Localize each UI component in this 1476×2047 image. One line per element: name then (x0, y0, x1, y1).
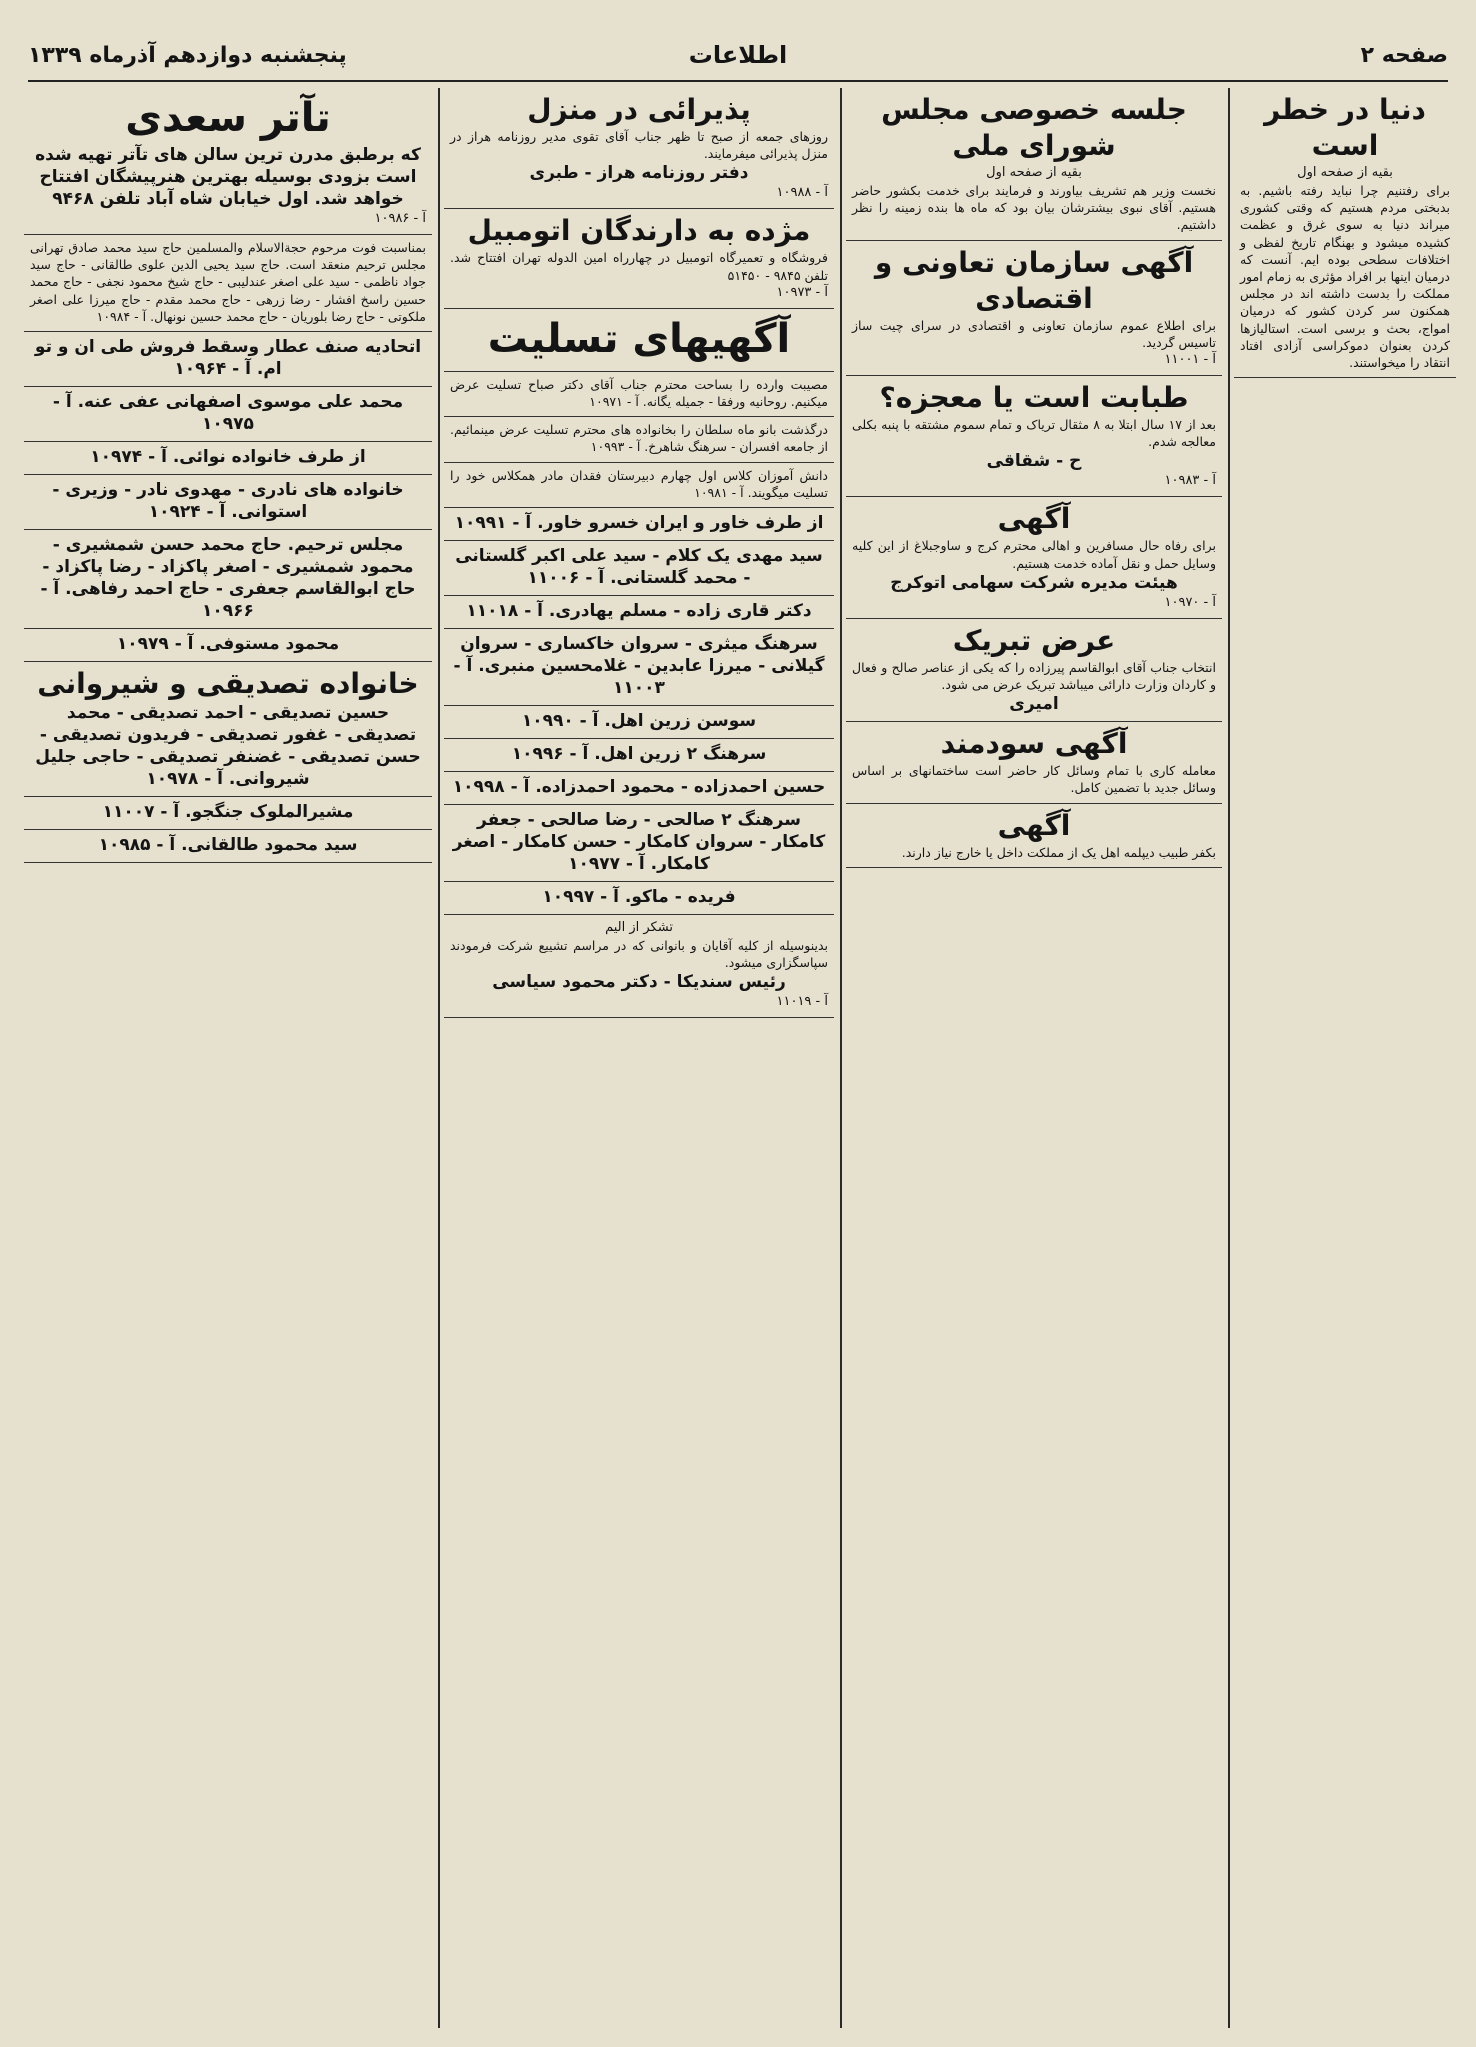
ad-useful (846, 722, 1222, 803)
continuation-note: بقیه از صفحه اول (986, 165, 1082, 180)
ad-car-owners (444, 209, 834, 308)
ad-karaj (846, 497, 1222, 618)
ad-doctor (846, 804, 1222, 868)
notice-item (24, 442, 432, 475)
ad-body: فروشگاه و تعمیرگاه اتومبیل در چهارراه امین الدوله تهران افتتاح شد. تلفن ۹۸۴۵ - ۵۱۴۵۰ (450, 250, 828, 283)
column-2 (846, 88, 1222, 2028)
notice-text: مجلس ترحیم. حاج محمد حسن شمشیری - محمود شمشیری - اصغر پاکزاد - رضا پاکزاد - حاج ابوالقاسم جعفری - حاج احمد رفاهی. آ - ۱۰۹۶۶ (40, 535, 416, 622)
ad-code: آ - ۱۰۹۷۰ (1164, 594, 1216, 610)
condolence-text: حسین احمدزاده - محمود احمدزاده. آ - ۱۰۹۹۸ (452, 777, 826, 798)
ad-code: آ - ۱۰۹۸۸ (776, 185, 828, 201)
thanks-notice (444, 915, 834, 1018)
thanks-body: بدینوسیله از کلیه آقایان و بانوانی که در مراسم تشییع شرکت فرمودند سپاسگزاری میشود. (450, 938, 828, 971)
condolence-text: مصیبت وارده را بساحت محترم جناب آقای دکتر صباح تسلیت عرض میکنیم. روحانیه ورفقا - جمیله یگانه. آ - ۱۰۹۷۱ (450, 376, 828, 410)
condolence-text: از طرف خاور و ایران خسرو خاور. آ - ۱۰۹۹۱ (454, 513, 824, 534)
ad-body: که برطبق مدرن ترین سالن های تآتر تهیه شده است بزودی بوسیله بهترین هنرپیشگان افتتاح خواهد شد. اول خیابان شاه آباد تلفن ۹۴۶۸ (35, 145, 421, 209)
ad-body: روزهای جمعه از صبح تا ظهر جناب آقای تقوی مدیر روزنامه هراز در منزل پذیرائی میفرمایند. (450, 129, 828, 162)
ad-signature: هیئت مدیره شرکت سهامی اتوکرج (890, 572, 1178, 593)
notice-item (24, 797, 432, 830)
ad-signature: ح - شقاقی (986, 451, 1082, 472)
condolence-item (444, 541, 834, 596)
ad-title: آگهی (997, 808, 1071, 842)
ad-code: آ - ۱۱۰۰۱ (1164, 352, 1216, 368)
page-number: صفحه ۲ (1360, 42, 1448, 68)
condolence-item (444, 629, 834, 706)
column-rule (840, 88, 842, 2028)
notice-item (24, 629, 432, 662)
condolence-text: سرهنگ ۲ زرین اهل. آ - ۱۰۹۹۶ (511, 744, 767, 765)
ad-title: آگهی سازمان تعاونی و اقتصادی (874, 245, 1194, 315)
ad-body: بکفر طبیب دیپلمه اهل یک از مملکت داخل یا خارج نیاز دارند. (901, 844, 1216, 860)
ad-body: برای اطلاع عموم سازمان تعاونی و اقتصادی در سرای چیت ساز تاسیس گردید. (852, 317, 1216, 350)
section-title: آگهیهای تسلیت (487, 315, 791, 362)
condolence-item (444, 772, 834, 805)
ad-title: طبابت است یا معجزه؟ (879, 381, 1189, 415)
condolence-text: سرهنگ ۲ صالحی - رضا صالحی - جعفر کامکار - سروان کامکار - حسن کامکار - اصغر کامکار. آ - ۱۰۹۷۷ (452, 810, 826, 875)
condolence-text: سید مهدی یک کلام - سید علی اکبر گلستانی - محمد گلستانی. آ - ۱۱۰۰۶ (455, 546, 823, 589)
notice-text: محمود مستوفی. آ - ۱۰۹۷۹ (116, 634, 340, 655)
condolence-item (444, 739, 834, 772)
condolences-section (444, 309, 834, 372)
ad-title: تآتر سعدی (125, 95, 331, 141)
column-1 (1234, 88, 1456, 2028)
notice-text: محمد علی موسوی اصفهانی عفی عنه. آ - ۱۰۹۷۵ (52, 392, 404, 435)
notice-title: خانواده تصدیقی و شیروانی (37, 667, 419, 701)
notice-text: اتحادیه صنف عطار وسقط فروش طی ان و تو ام. آ - ۱۰۹۶۴ (34, 337, 422, 380)
column-3 (444, 88, 834, 2028)
ad-reception (444, 88, 834, 209)
condolence-text: درگذشت بانو ماه سلطان را بخانواده های محترم تسلیت عرض مینمائیم. از جامعه افسران - سرهنگ شاهرخ. آ - ۱۰۹۹۳ (450, 422, 828, 455)
page-header (28, 30, 1448, 82)
thanks-signature: رئیس سندیکا - دکتر محمود سیاسی (492, 972, 786, 993)
notice-item (24, 387, 432, 442)
notice-item (24, 475, 432, 530)
condolence-text: دکتر قاری زاده - مسلم یهادری. آ - ۱۱۰۱۸ (466, 601, 812, 622)
article-body: نخست وزیر هم تشریف بیاورند و فرمایند برای خدمت بکشور حاضر هستیم. آقای نبوی بیشترشان بیان بود که ماه ها بنده زمینه را نظر داشتیم. (852, 183, 1216, 233)
condolence-text: سرهنگ میثری - سروان خاکساری - سروان گیلانی - میرزا عابدین - غلامحسین منبری. آ - ۱۱۰۰۳ (453, 634, 825, 699)
ad-saadi-theater (24, 88, 432, 235)
notice-item (24, 830, 432, 863)
ad-body: معامله کاری با تمام وسائل کار حاضر است ساختمانهای بر اساس وسائل جدید با تضمین کامل. (852, 763, 1216, 796)
column-4 (24, 88, 432, 2028)
condolence-item (444, 508, 834, 541)
ad-code: آ - ۱۰۹۸۳ (1164, 473, 1216, 489)
notice-text: مشیرالملوک جنگجو. آ - ۱۱۰۰۷ (102, 802, 354, 823)
condolence-item (444, 596, 834, 629)
condolence-text: دانش آموزان کلاس اول چهارم دبیرستان فقدان مادر همکلاس خود را تسلیت میگویند. آ - ۱۰۹۸۱ (450, 467, 828, 500)
article-title: جلسه خصوصی مجلس شورای ملی (881, 93, 1187, 162)
ad-signature: دفتر روزنامه هراز - طبری (529, 163, 749, 184)
notice-item (24, 530, 432, 629)
ad-medicine (846, 376, 1222, 497)
notice-text: بمناسبت فوت مرحوم حجةالاسلام والمسلمین حاج سید محمد صادق تهرانی مجلس ترحیم منعقد است. حاج سید یحیی الدین علوی طالقانی - حاج سید جواد ناظمی - سید علی اصغر عندلیبی - حاج شیخ محمود نجفی - حاج محمد حسین راسخ افشار - رضا زرهی - حاج محمد مقدم - حاج میرزا علی اصغر ملکوتی - حاج رضا بلوریان - حاج محمد حسین نونهال. آ - ۱۰۹۸۴ (30, 240, 426, 324)
condolence-text: فریده - ماکو. آ - ۱۰۹۹۷ (542, 887, 736, 908)
ad-body: برای رفاه حال مسافرین و اهالی محترم کرج و ساوجبلاغ از این کلیه وسایل حمل و نقل آماده خدمت هستیم. (852, 538, 1216, 571)
ad-signature: امیری (1009, 694, 1059, 715)
article-body: برای رفتنیم چرا نباید رفته باشیم. به بدبختی مردم هستیم که وقتی کشوری میراند دنیا به سوی غرق و عظمت کشیده میشود و بهنگام تاریخ لفظی و اختلافات سطحی بوده ایم. آنست که درمیان اینها بر افراد مؤثری به زمام امور مملکت را بدست داشته اند در مجلس همکنون سر کردن کشور که درمیان امواج، بحث و برسی است. استالیازها کردن بعنوان دموکراسی آزادی افتاد انتقاد را میخواستند. (1240, 183, 1450, 371)
notice-text: سید محمود طالقانی. آ - ۱۰۹۸۵ (98, 835, 358, 856)
notice-text: از طرف خانواده نوائی. آ - ۱۰۹۷۴ (90, 447, 366, 468)
ad-body: بعد از ۱۷ سال ابتلا به ۸ مثقال تریاک و تمام سموم مشتقه با پنبه بکلی معالجه شدم. (852, 417, 1217, 450)
column-rule (1228, 88, 1230, 2028)
thanks-title: تشکر از الیم (605, 920, 673, 936)
ad-title: مژده به دارندگان اتومبیل (467, 214, 811, 248)
condolence-item (444, 805, 834, 882)
continuation-note: بقیه از صفحه اول (1297, 165, 1393, 180)
notice-text: خانواده های نادری - مهدوی نادر - وزیری - استوانی. آ - ۱۰۹۲۴ (52, 480, 404, 523)
notice-item (24, 662, 432, 797)
condolence-item (444, 372, 834, 417)
issue-date: پنجشنبه دوازدهم آذرماه ۱۳۳۹ (28, 42, 347, 68)
article-parliament (846, 88, 1222, 241)
article-world-danger (1234, 88, 1456, 378)
notice-text: حسین تصدیقی - احمد تصدیقی - محمد تصدیقی - غفور تصدیقی - فریدون تصدیقی - حسن تصدیقی - غضنفر تصدیقی - حاجی جلیل شیروانی. آ - ۱۰۹۷۸ (35, 703, 421, 790)
ad-body: انتخاب جناب آقای ابوالقاسم پیرزاده را که یکی از عناصر صالح و فعال و کاردان وزارت دارائی میباشد تبریک عرض می شود. (852, 659, 1216, 693)
ad-title: عرض تبریک (952, 623, 1116, 657)
ad-title: آگهی (997, 502, 1071, 536)
ad-code: آ - ۱۰۹۸۶ (374, 211, 426, 226)
notice-item (24, 332, 432, 387)
article-title: دنیا در خطر است (1264, 93, 1426, 162)
ad-code: آ - ۱۰۹۷۳ (776, 284, 828, 300)
ad-title: آگهی سودمند (940, 727, 1128, 761)
condolence-item (444, 463, 834, 508)
column-rule (438, 88, 440, 2028)
condolence-item (444, 417, 834, 462)
ad-code: آ - ۱۱۰۱۹ (776, 994, 828, 1010)
notice-item (24, 235, 432, 332)
ad-congratulation (846, 619, 1222, 722)
condolence-item (444, 706, 834, 739)
ad-cooperative (846, 241, 1222, 376)
condolence-item (444, 882, 834, 915)
ad-title: پذیرائی در منزل (527, 93, 751, 126)
paper-name: اطلاعات (688, 41, 788, 69)
condolence-text: سوسن زرین اهل. آ - ۱۰۹۹۰ (521, 711, 757, 732)
